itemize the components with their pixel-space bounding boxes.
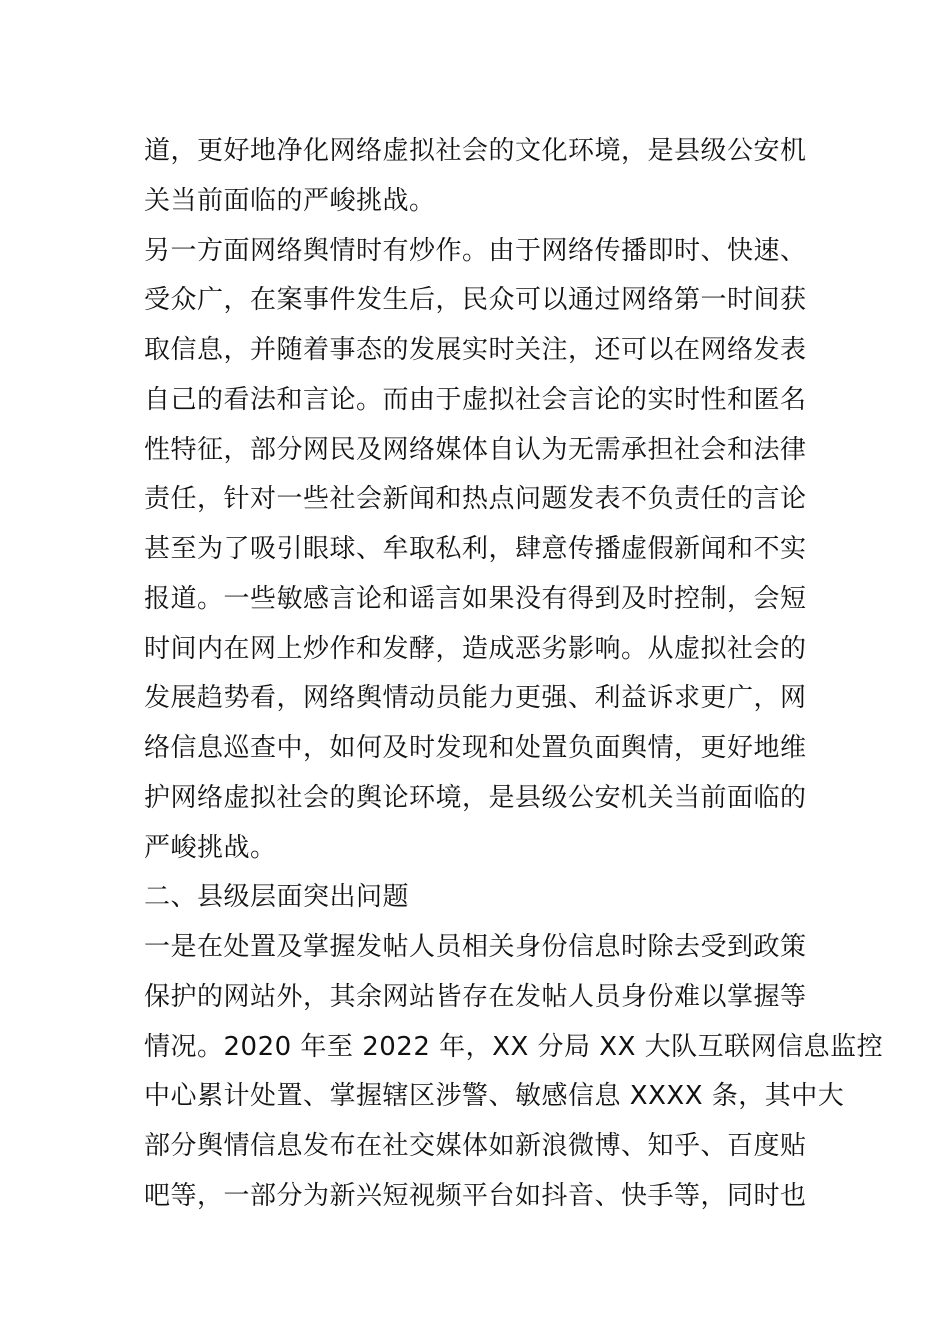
text-line: 发展趋势看，网络舆情动员能力更强、利益诉求更广，网 [144,683,807,714]
text-line: 中心累计处置、掌握辖区涉警、敏感信息 XXXX 条，其中大 [144,1081,845,1112]
text-line: 取信息，并随着事态的发展实时关注，还可以在网络发表 [144,335,807,365]
section-heading: 二、县级层面突出问题 [144,882,410,913]
text-line: 责任，针对一些社会新闻和热点问题发表不负责任的言论 [144,484,807,515]
text-line: 络信息巡查中，如何及时发现和处置负面舆情，更好地维 [144,733,807,763]
body-text [144,127,884,1222]
text-line: 关当前面临的严峻挑战。 [144,185,436,216]
text-line: 甚至为了吸引眼球、牟取私利，肆意传播虚假新闻和不实 [144,534,807,564]
text-line: 部分舆情信息发布在社交媒体如新浪微博、知乎、百度贴 [144,1131,807,1161]
text-line: 一是在处置及掌握发帖人员相关身份信息时除去受到政策 [144,932,807,962]
text-line: 道，更好地净化网络虚拟社会的文化环境，是县级公安机 [144,136,807,166]
text-line: 时间内在网上炒作和发酵，造成恶劣影响。从虚拟社会的 [144,633,807,664]
text-line: 报道。一些敏感言论和谣言如果没有得到及时控制，会短 [144,583,807,614]
text-line: 保护的网站外，其余网站皆存在发帖人员身份难以掌握等 [144,981,807,1012]
text-line: 护网络虚拟社会的舆论环境，是县级公安机关当前面临的 [144,782,807,813]
text-line: 另一方面网络舆情时有炒作。由于网络传播即时、快速、 [144,235,807,266]
text-line: 自己的看法和言论。而由于虚拟社会言论的实时性和匿名 [144,384,807,415]
text-line: 严峻挑战。 [144,832,277,863]
text-line: 受众广，在案事件发生后，民众可以通过网络第一时间获 [144,285,807,316]
text-line: 情况。2020 年至 2022 年，XX 分局 XX 大队互联网信息监控 [144,1031,884,1062]
text-line: 性特征，部分网民及网络媒体自认为无需承担社会和法律 [144,434,807,465]
text-line: 吧等，一部分为新兴短视频平台如抖音、快手等，同时也 [144,1180,807,1211]
